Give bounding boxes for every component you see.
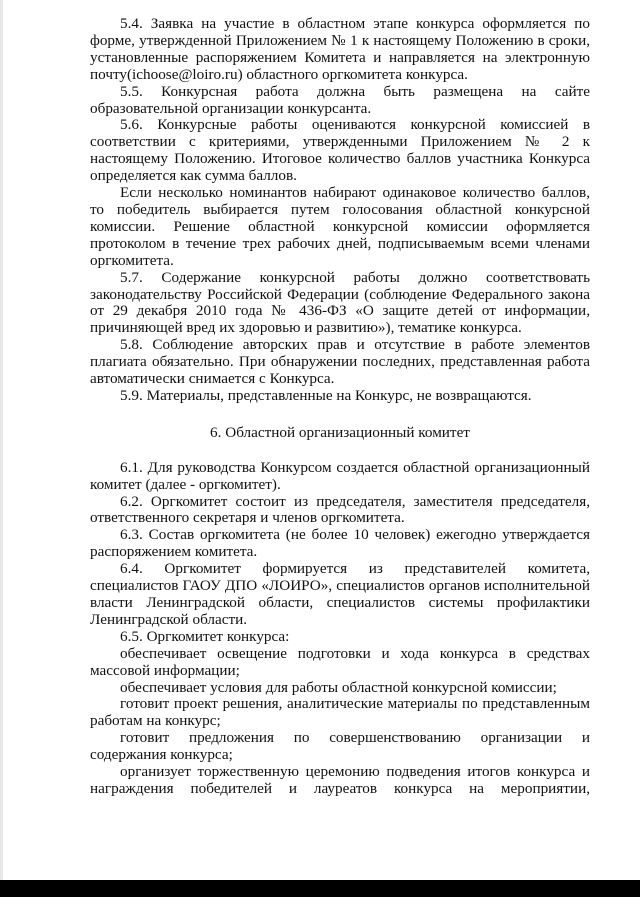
paragraph-5-9: 5.9. Материалы, представленные на Конкурс, не возвращаются. [120, 386, 532, 404]
list-item-conditions: обеспечивает условия для работы областной конкурсной комиссии; [120, 678, 557, 696]
paragraph-5-6-tie: Если несколько номинантов набирают одинаковое количество баллов, то победитель выбирается путем голосования областной конкурсной комиссии. Решение областной конкурсной комиссии оформляется протоколом в течение трех рабочих дней, подписываемым всеми членами оргкомитета. [90, 184, 590, 269]
list-item-proposals: готовит предложения по совершенствованию организации и содержания конкурса; [90, 729, 590, 764]
paragraph-5-7: 5.7. Содержание конкурсной работы должно соответствовать законодательству Российской Федерации (соблюдение Федерального закона от 29 декабря 2010 года № 436-ФЗ «О защите детей от информации, причиняющей вред их здоровью и развитию»), тематике конкурса. [90, 268, 590, 337]
paragraph-5-4: 5.4. Заявка на участие в областном этапе конкурса оформляется по форме, утвержденной Приложением № 1 к настоящему Положению в сроки, установленные распоряжением Комитета и направляется на электронную почту(ichoose@loiro.ru) областного оргкомитета конкурса. [90, 15, 590, 83]
paragraph-6-5: 6.5. Оргкомитет конкурса: [120, 627, 290, 645]
paragraph-5-5: 5.5. Конкурсная работа должна быть размещена на сайте образовательной организации конкурсанта. [90, 82, 590, 117]
scan-bottom-border [0, 880, 640, 897]
section-heading: 6. Областной организационный комитет [210, 423, 470, 441]
list-item-media: обеспечивает освещение подготовки и хода конкурса в средствах массовой информации; [90, 644, 590, 679]
paragraph-6-2: 6.2. Оргкомитет состоит из председателя, заместителя председателя, ответственного секретаря и членов оргкомитета. [90, 492, 590, 527]
scan-edge [0, 0, 3, 880]
list-item-draft: готовит проект решения, аналитические материалы по представленным работам на конкурс; [90, 695, 590, 730]
paragraph-6-4: 6.4. Оргкомитет формируется из представителей комитета, специалистов ГАОУ ДПО «ЛОИРО», специалистов органов исполнительной власти Ленинградской области, специалистов системы профилактики Ленинградской области. [90, 560, 590, 628]
list-item-ceremony: организует торжественную церемонию подведения итогов конкурса и награждения победителей и лауреатов конкурса на мероприятии, [90, 763, 590, 797]
paragraph-5-8: 5.8. Соблюдение авторских прав и отсутствие в работе элементов плагиата обязательно. При обнаружении последних, представленная работа автоматически снимается с Конкурса. [90, 336, 590, 388]
paragraph-6-1: 6.1. Для руководства Конкурсом создается областной организационный комитет (далее - оргкомитет). [90, 458, 590, 493]
paragraph-5-6: 5.6. Конкурсные работы оцениваются конкурсной комиссией в соответствии с критериями, утвержденными Приложением № 2 к настоящему Положению. Итоговое количество баллов участника Конкурса определяется как сумма баллов. [90, 116, 590, 185]
paragraph-6-3: 6.3. Состав оргкомитета (не более 10 человек) ежегодно утверждается распоряжением комитета. [90, 526, 590, 561]
document-page [90, 16, 590, 798]
